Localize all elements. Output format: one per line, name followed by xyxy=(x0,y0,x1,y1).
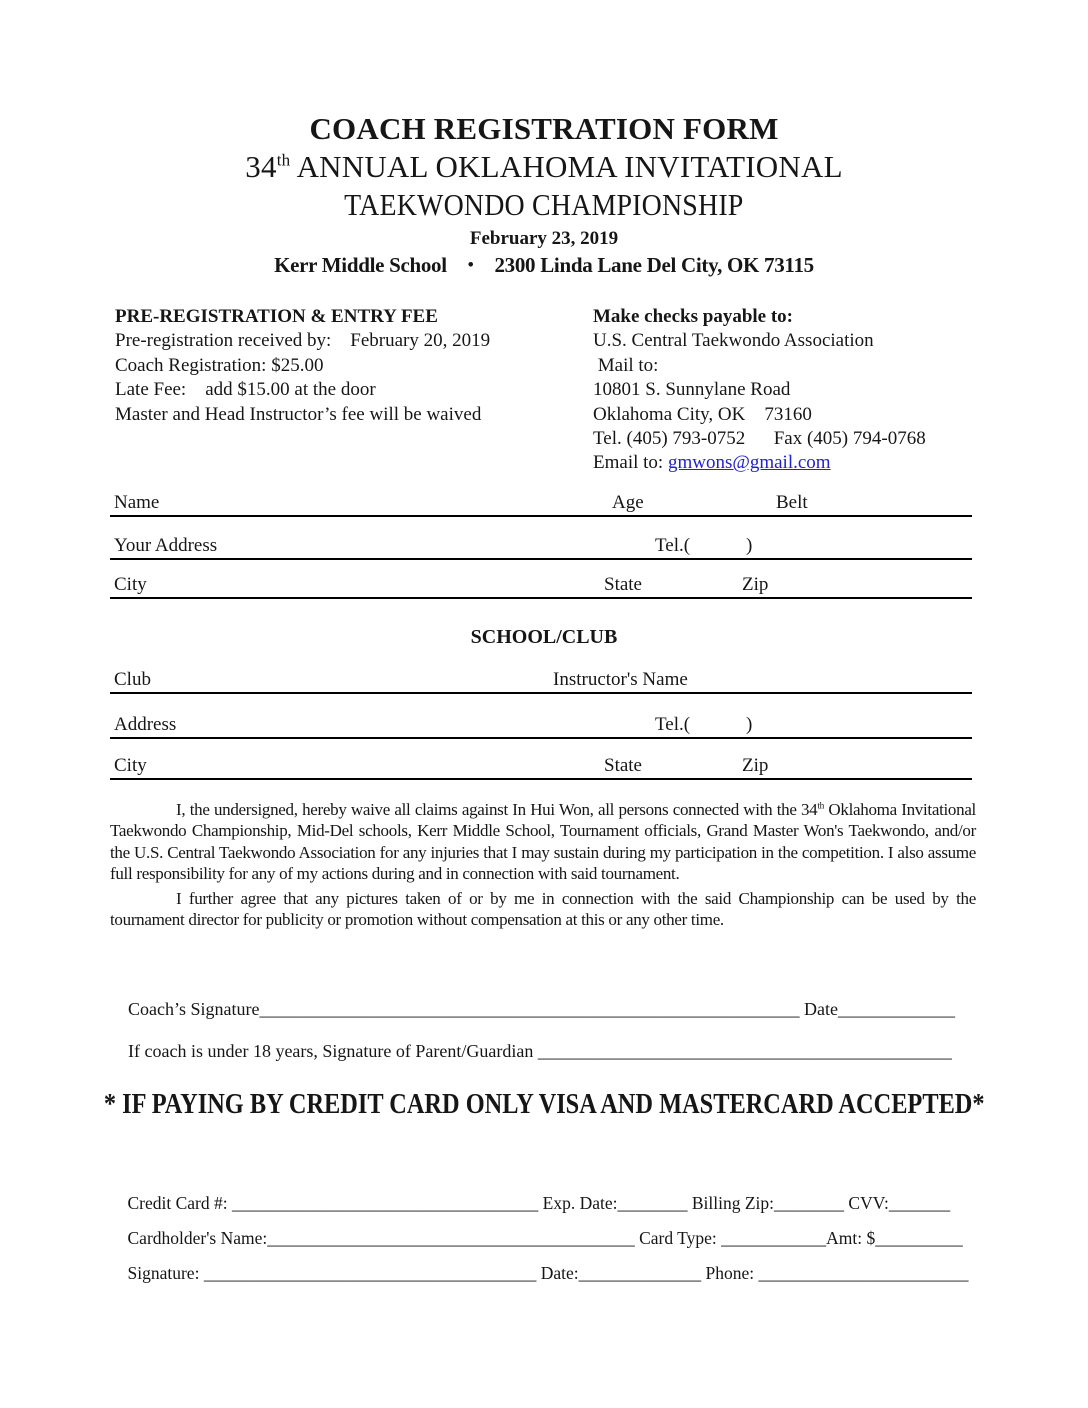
exp-date-label: Exp. Date: xyxy=(538,1193,618,1213)
pre-registration-heading: PRE-REGISTRATION & ENTRY FEE xyxy=(115,306,438,327)
belt-field-label: Belt xyxy=(776,492,808,513)
amount-blank-line: __________ xyxy=(875,1228,963,1248)
city-state-zip-row xyxy=(110,570,972,599)
waiver-p1-text: I, the undersigned, hereby waive all claims against In Hui Won, all persons connected with the 34 xyxy=(176,800,818,819)
state-field-label: State xyxy=(604,574,642,595)
coach-signature-blank-line: ____________________________________________________________ xyxy=(259,999,800,1019)
fee-line-late-fee: Late Fee: add $15.00 at the door xyxy=(115,379,376,401)
fee-line-waived: Master and Head Instructor’s fee will be waived xyxy=(115,403,482,425)
venue-name: Kerr Middle School xyxy=(274,253,447,277)
bullet-separator-icon: • xyxy=(467,255,474,274)
name-field-label: Name xyxy=(114,492,160,513)
payee-organization: U.S. Central Taekwondo Association xyxy=(593,330,874,352)
signature-date-label: Date xyxy=(799,999,838,1019)
event-subtitle-line xyxy=(0,186,1088,224)
waiver-paragraph-1 xyxy=(110,799,976,885)
mail-street: 10801 S. Sunnylane Road xyxy=(593,379,791,401)
instructor-name-field-label: Instructor's Name xyxy=(553,669,688,690)
waiver-p1-text-continued: Oklahoma Invitational Taekwondo Championship, Mid-Del schools, Kerr Middle School, Tournament officials, Grand Master Won's Taekwondo, and/or the U.S. Central Taekwondo Association for any injuries that I may sustain during my participation in the competition. I also assume full responsibility for any of my actions during and in connection with said tournament. xyxy=(110,800,976,884)
amount-label: Amt: $ xyxy=(826,1228,876,1248)
event-number-suffix: th xyxy=(276,150,291,170)
event-title-rest: ANNUAL OKLAHOMA INVITATIONAL xyxy=(290,149,843,184)
club-instructor-row xyxy=(110,665,972,694)
mail-city-state-zip: Oklahoma City, OK 73160 xyxy=(593,403,812,425)
school-city-state-zip-row xyxy=(110,751,972,780)
tel-close-paren: ) xyxy=(746,535,753,556)
signature-date-blank-line: _____________ xyxy=(837,999,955,1019)
card-signature-blank-line: ______________________________________ xyxy=(203,1263,537,1283)
city-field-label: City xyxy=(114,574,147,595)
school-address-row xyxy=(110,710,972,739)
email-link[interactable]: gmwons@gmail.com xyxy=(667,452,831,474)
credit-card-heading: * IF PAYING BY CREDIT CARD ONLY VISA AND MASTERCARD ACCEPTED* xyxy=(103,1088,985,1120)
credit-card-heading-line xyxy=(0,1088,1088,1121)
school-tel-close-paren: ) xyxy=(746,714,753,735)
your-address-field-label: Your Address xyxy=(114,535,218,556)
age-field-label: Age xyxy=(612,492,644,513)
event-subtitle: TAEKWONDO CHAMPIONSHIP xyxy=(344,187,744,222)
cardholder-name-blank-line: __________________________________________ xyxy=(267,1228,635,1248)
your-address-row xyxy=(110,531,972,560)
card-signature-row xyxy=(110,1242,980,1305)
cardholder-name-label: Cardholder's Name: xyxy=(127,1228,268,1248)
name-age-belt-row xyxy=(110,488,972,517)
waiver-p1-ordinal-suffix: th xyxy=(817,801,825,812)
fee-line-received-by: Pre-registration received by: February 20, 2019 xyxy=(115,330,491,352)
card-signature-label: Signature: xyxy=(127,1263,204,1283)
guardian-signature-label: If coach is under 18 years, Signature of Parent/Guardian xyxy=(128,1041,538,1061)
card-phone-label: Phone: xyxy=(701,1263,759,1283)
club-field-label: Club xyxy=(114,669,151,690)
card-type-blank-line: ____________ xyxy=(721,1228,827,1248)
zip-field-label: Zip xyxy=(742,574,769,595)
tel-field-label: Tel.( xyxy=(655,535,691,556)
exp-date-blank-line: ________ xyxy=(617,1193,688,1213)
card-type-label: Card Type: xyxy=(634,1228,722,1248)
pre-registration-section xyxy=(115,305,593,476)
card-date-blank-line: ______________ xyxy=(578,1263,702,1283)
make-checks-section xyxy=(593,305,977,476)
school-state-field-label: State xyxy=(604,755,642,776)
school-zip-field-label: Zip xyxy=(742,755,769,776)
venue-address: 2300 Linda Lane Del City, OK 73115 xyxy=(494,253,814,277)
email-line xyxy=(593,451,977,475)
event-venue xyxy=(0,251,1088,279)
cvv-label: CVV: xyxy=(844,1193,889,1213)
card-number-label: Credit Card #: xyxy=(127,1193,232,1213)
mail-to-label: Mail to: xyxy=(593,354,659,376)
info-columns xyxy=(115,305,977,476)
waiver-paragraph-2: I further agree that any pictures taken of or by me in connection with the said Championship can be used by the tournament director for publicity or promotion without compensation at this or any other time. xyxy=(110,888,976,930)
coach-signature-label: Coach’s Signature xyxy=(128,999,260,1019)
school-city-field-label: City xyxy=(114,755,147,776)
cvv-blank-line: _______ xyxy=(888,1193,951,1213)
card-date-label: Date: xyxy=(536,1263,579,1283)
waiver-section xyxy=(110,799,976,930)
guardian-signature-row xyxy=(110,1020,980,1083)
school-address-field-label: Address xyxy=(114,714,177,735)
email-label: Email to: xyxy=(593,452,668,474)
school-club-heading: SCHOOL/CLUB xyxy=(470,626,618,648)
event-number: 34 xyxy=(245,149,277,184)
form-header xyxy=(0,110,1088,279)
event-title xyxy=(0,148,1088,186)
school-tel-field-label: Tel.( xyxy=(655,714,691,735)
fee-line-coach-registration: Coach Registration: $25.00 xyxy=(115,354,324,376)
card-number-blank-line: ___________________________________ xyxy=(232,1193,539,1213)
event-date: February 23, 2019 xyxy=(469,228,619,249)
tel-fax-line: Tel. (405) 793-0752 Fax (405) 794-0768 xyxy=(593,428,926,450)
card-phone-blank-line: ________________________ xyxy=(758,1263,969,1283)
guardian-signature-blank-line: ______________________________________________ xyxy=(537,1041,952,1061)
form-title: COACH REGISTRATION FORM xyxy=(309,111,779,146)
make-checks-heading: Make checks payable to: xyxy=(593,306,794,327)
billing-zip-label: Billing Zip: xyxy=(687,1193,775,1213)
billing-zip-blank-line: ________ xyxy=(774,1193,845,1213)
